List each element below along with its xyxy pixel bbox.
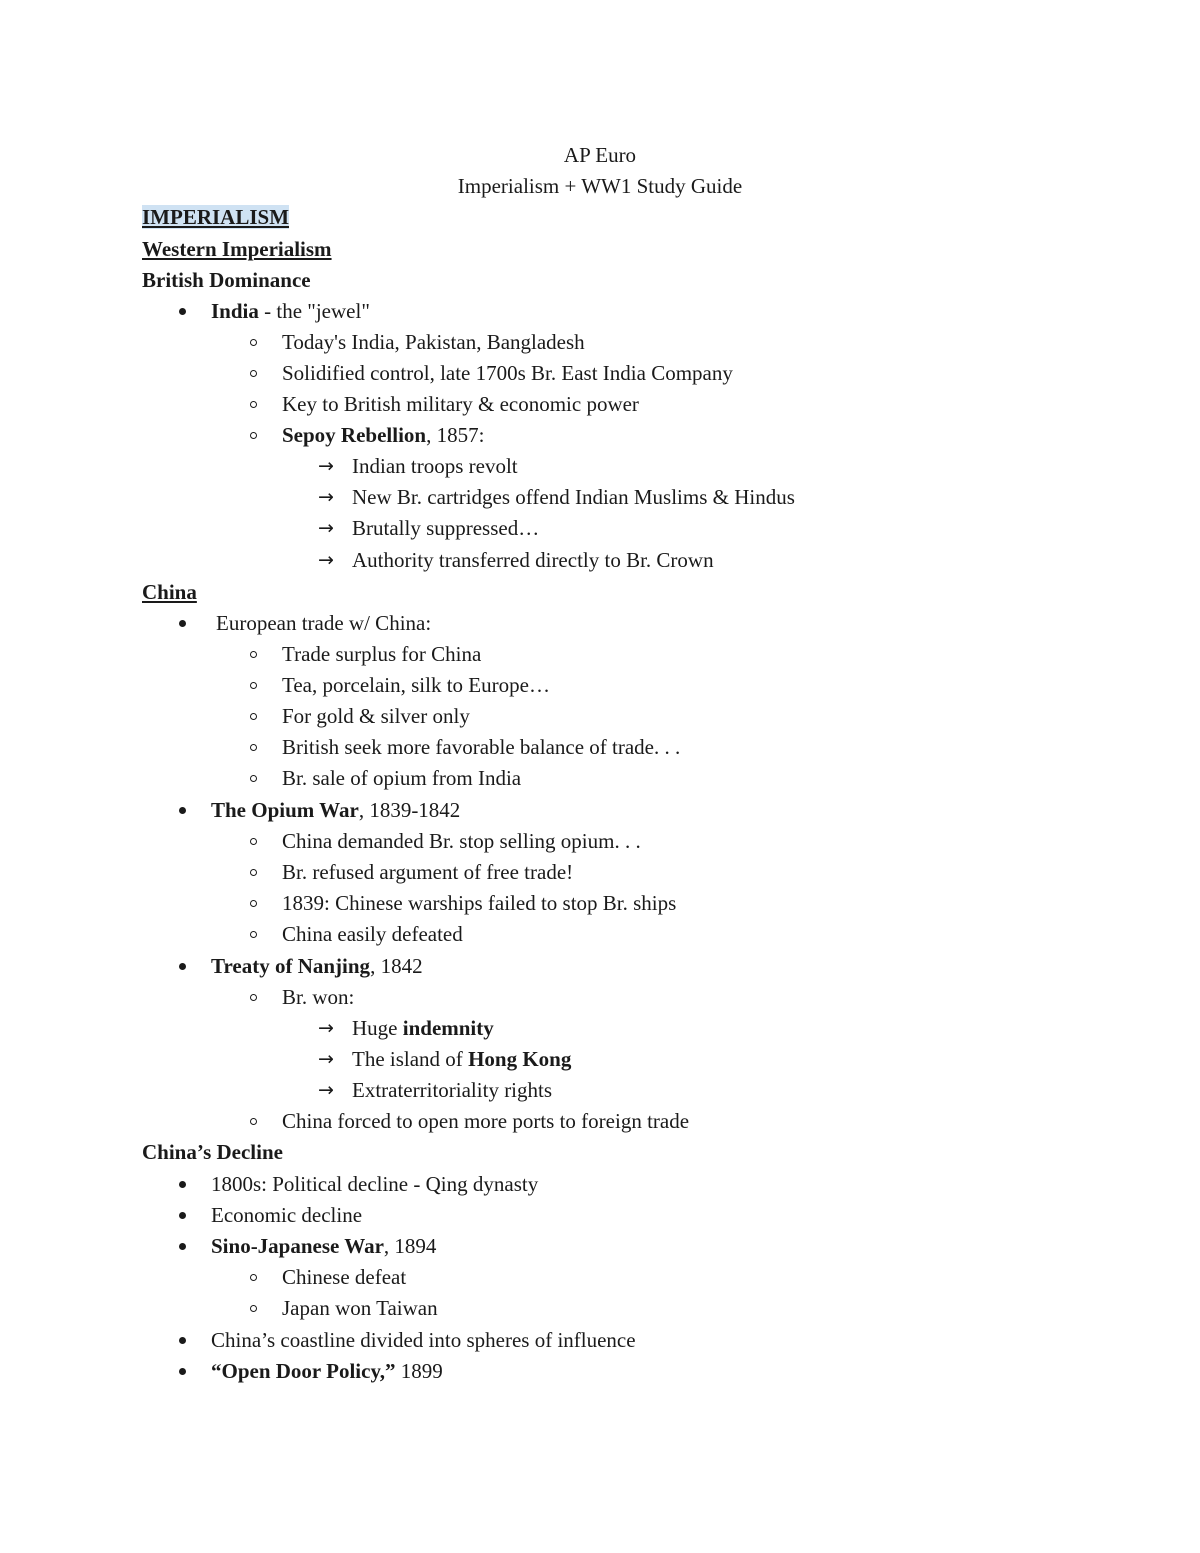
british-dominance-heading: British Dominance <box>142 268 311 292</box>
bullet-icon <box>179 963 186 970</box>
list-item-indemnity <box>352 1013 494 1044</box>
bullet-icon <box>179 1337 186 1344</box>
circle-bullet-icon <box>250 370 257 377</box>
sino-japanese-date: , 1894 <box>383 1234 437 1258</box>
circle-bullet-icon <box>250 1118 257 1125</box>
circle-bullet-icon <box>250 1305 257 1312</box>
list-item: Solidified control, late 1700s Br. East India Company <box>282 361 733 385</box>
list-item: Br. won: <box>282 985 355 1009</box>
list-item: Authority transferred directly to Br. Crown <box>352 548 714 572</box>
list-item: Tea, porcelain, silk to Europe… <box>282 673 550 697</box>
opium-war-term: The Opium War <box>211 798 359 822</box>
circle-bullet-icon <box>250 682 257 689</box>
list-item: Indian troops revolt <box>352 454 518 478</box>
course-title: AP Euro <box>563 143 637 167</box>
bullet-icon <box>179 620 186 627</box>
open-door-term: “Open Door Policy,” <box>211 1359 396 1383</box>
china-decline-heading: China’s Decline <box>142 1140 283 1164</box>
list-item: European trade w/ China: <box>216 611 432 635</box>
hong-kong-term: Hong Kong <box>468 1047 572 1071</box>
list-item: China demanded Br. stop selling opium. . . <box>282 829 641 853</box>
list-item-open-door-policy <box>211 1356 443 1387</box>
list-item: Chinese defeat <box>282 1265 407 1289</box>
arrow-icon: → <box>318 549 334 571</box>
sino-japanese-term: Sino-Japanese War <box>211 1234 384 1258</box>
list-item: Br. refused argument of free trade! <box>282 860 574 884</box>
list-item: China forced to open more ports to foreign trade <box>282 1109 690 1133</box>
list-item-sino-japanese-war <box>211 1231 436 1262</box>
circle-bullet-icon <box>250 931 257 938</box>
open-door-date: 1899 <box>395 1359 443 1383</box>
circle-bullet-icon <box>250 775 257 782</box>
won-item-text: The island of <box>352 1047 469 1071</box>
arrow-icon: → <box>318 455 334 477</box>
list-item-opium-war <box>211 795 460 826</box>
bullet-icon <box>179 1181 186 1188</box>
circle-bullet-icon <box>250 432 257 439</box>
list-item: Extraterritoriality rights <box>352 1078 553 1102</box>
list-item: 1800s: Political decline - Qing dynasty <box>211 1172 539 1196</box>
list-item: Brutally suppressed… <box>352 516 540 540</box>
opium-war-dates: , 1839-1842 <box>358 798 461 822</box>
circle-bullet-icon <box>250 869 257 876</box>
sepoy-term: Sepoy Rebellion <box>282 423 427 447</box>
sepoy-date: , 1857: <box>426 423 485 447</box>
treaty-date: , 1842 <box>370 954 423 978</box>
list-item-treaty <box>211 951 423 982</box>
india-description: - the "jewel" <box>258 299 370 323</box>
bullet-icon <box>179 807 186 814</box>
list-item: Economic decline <box>211 1203 363 1227</box>
won-item-text: Huge <box>352 1016 403 1040</box>
bullet-icon <box>179 1212 186 1219</box>
list-item: China’s coastline divided into spheres of influence <box>211 1328 636 1352</box>
circle-bullet-icon <box>250 401 257 408</box>
subsection-heading: Western Imperialism <box>142 237 332 261</box>
section-heading <box>142 202 289 233</box>
list-item: Br. sale of opium from India <box>282 766 522 790</box>
bullet-icon <box>179 1243 186 1250</box>
arrow-icon: → <box>318 517 334 539</box>
circle-bullet-icon <box>250 1274 257 1281</box>
list-item: British seek more favorable balance of trade. . . <box>282 735 681 759</box>
list-item: Japan won Taiwan <box>282 1296 438 1320</box>
china-heading: China <box>142 580 197 604</box>
list-item: For gold & silver only <box>282 704 470 728</box>
circle-bullet-icon <box>250 713 257 720</box>
list-item-sepoy <box>282 420 484 451</box>
section-heading-text: IMPERIALISM <box>142 205 290 229</box>
indemnity-term: indemnity <box>402 1016 494 1040</box>
circle-bullet-icon <box>250 900 257 907</box>
list-item-india <box>211 296 370 327</box>
circle-bullet-icon <box>250 651 257 658</box>
arrow-icon: → <box>318 486 334 508</box>
arrow-icon: → <box>318 1017 334 1039</box>
list-item: Today's India, Pakistan, Bangladesh <box>282 330 585 354</box>
list-item: Key to British military & economic power <box>282 392 639 416</box>
arrow-icon: → <box>318 1079 334 1101</box>
list-item: 1839: Chinese warships failed to stop Br. ships <box>282 891 677 915</box>
list-item-hong-kong <box>352 1044 571 1075</box>
india-term: India <box>211 299 259 323</box>
list-item: New Br. cartridges offend Indian Muslims & Hindus <box>352 485 795 509</box>
arrow-icon: → <box>318 1048 334 1070</box>
circle-bullet-icon <box>250 838 257 845</box>
bullet-icon <box>179 1368 186 1375</box>
list-item: China easily defeated <box>282 922 463 946</box>
circle-bullet-icon <box>250 339 257 346</box>
document-title: Imperialism + WW1 Study Guide <box>457 174 743 198</box>
bullet-icon <box>179 308 186 315</box>
circle-bullet-icon <box>250 994 257 1001</box>
circle-bullet-icon <box>250 744 257 751</box>
list-item: Trade surplus for China <box>282 642 482 666</box>
treaty-term: Treaty of Nanjing <box>211 954 371 978</box>
